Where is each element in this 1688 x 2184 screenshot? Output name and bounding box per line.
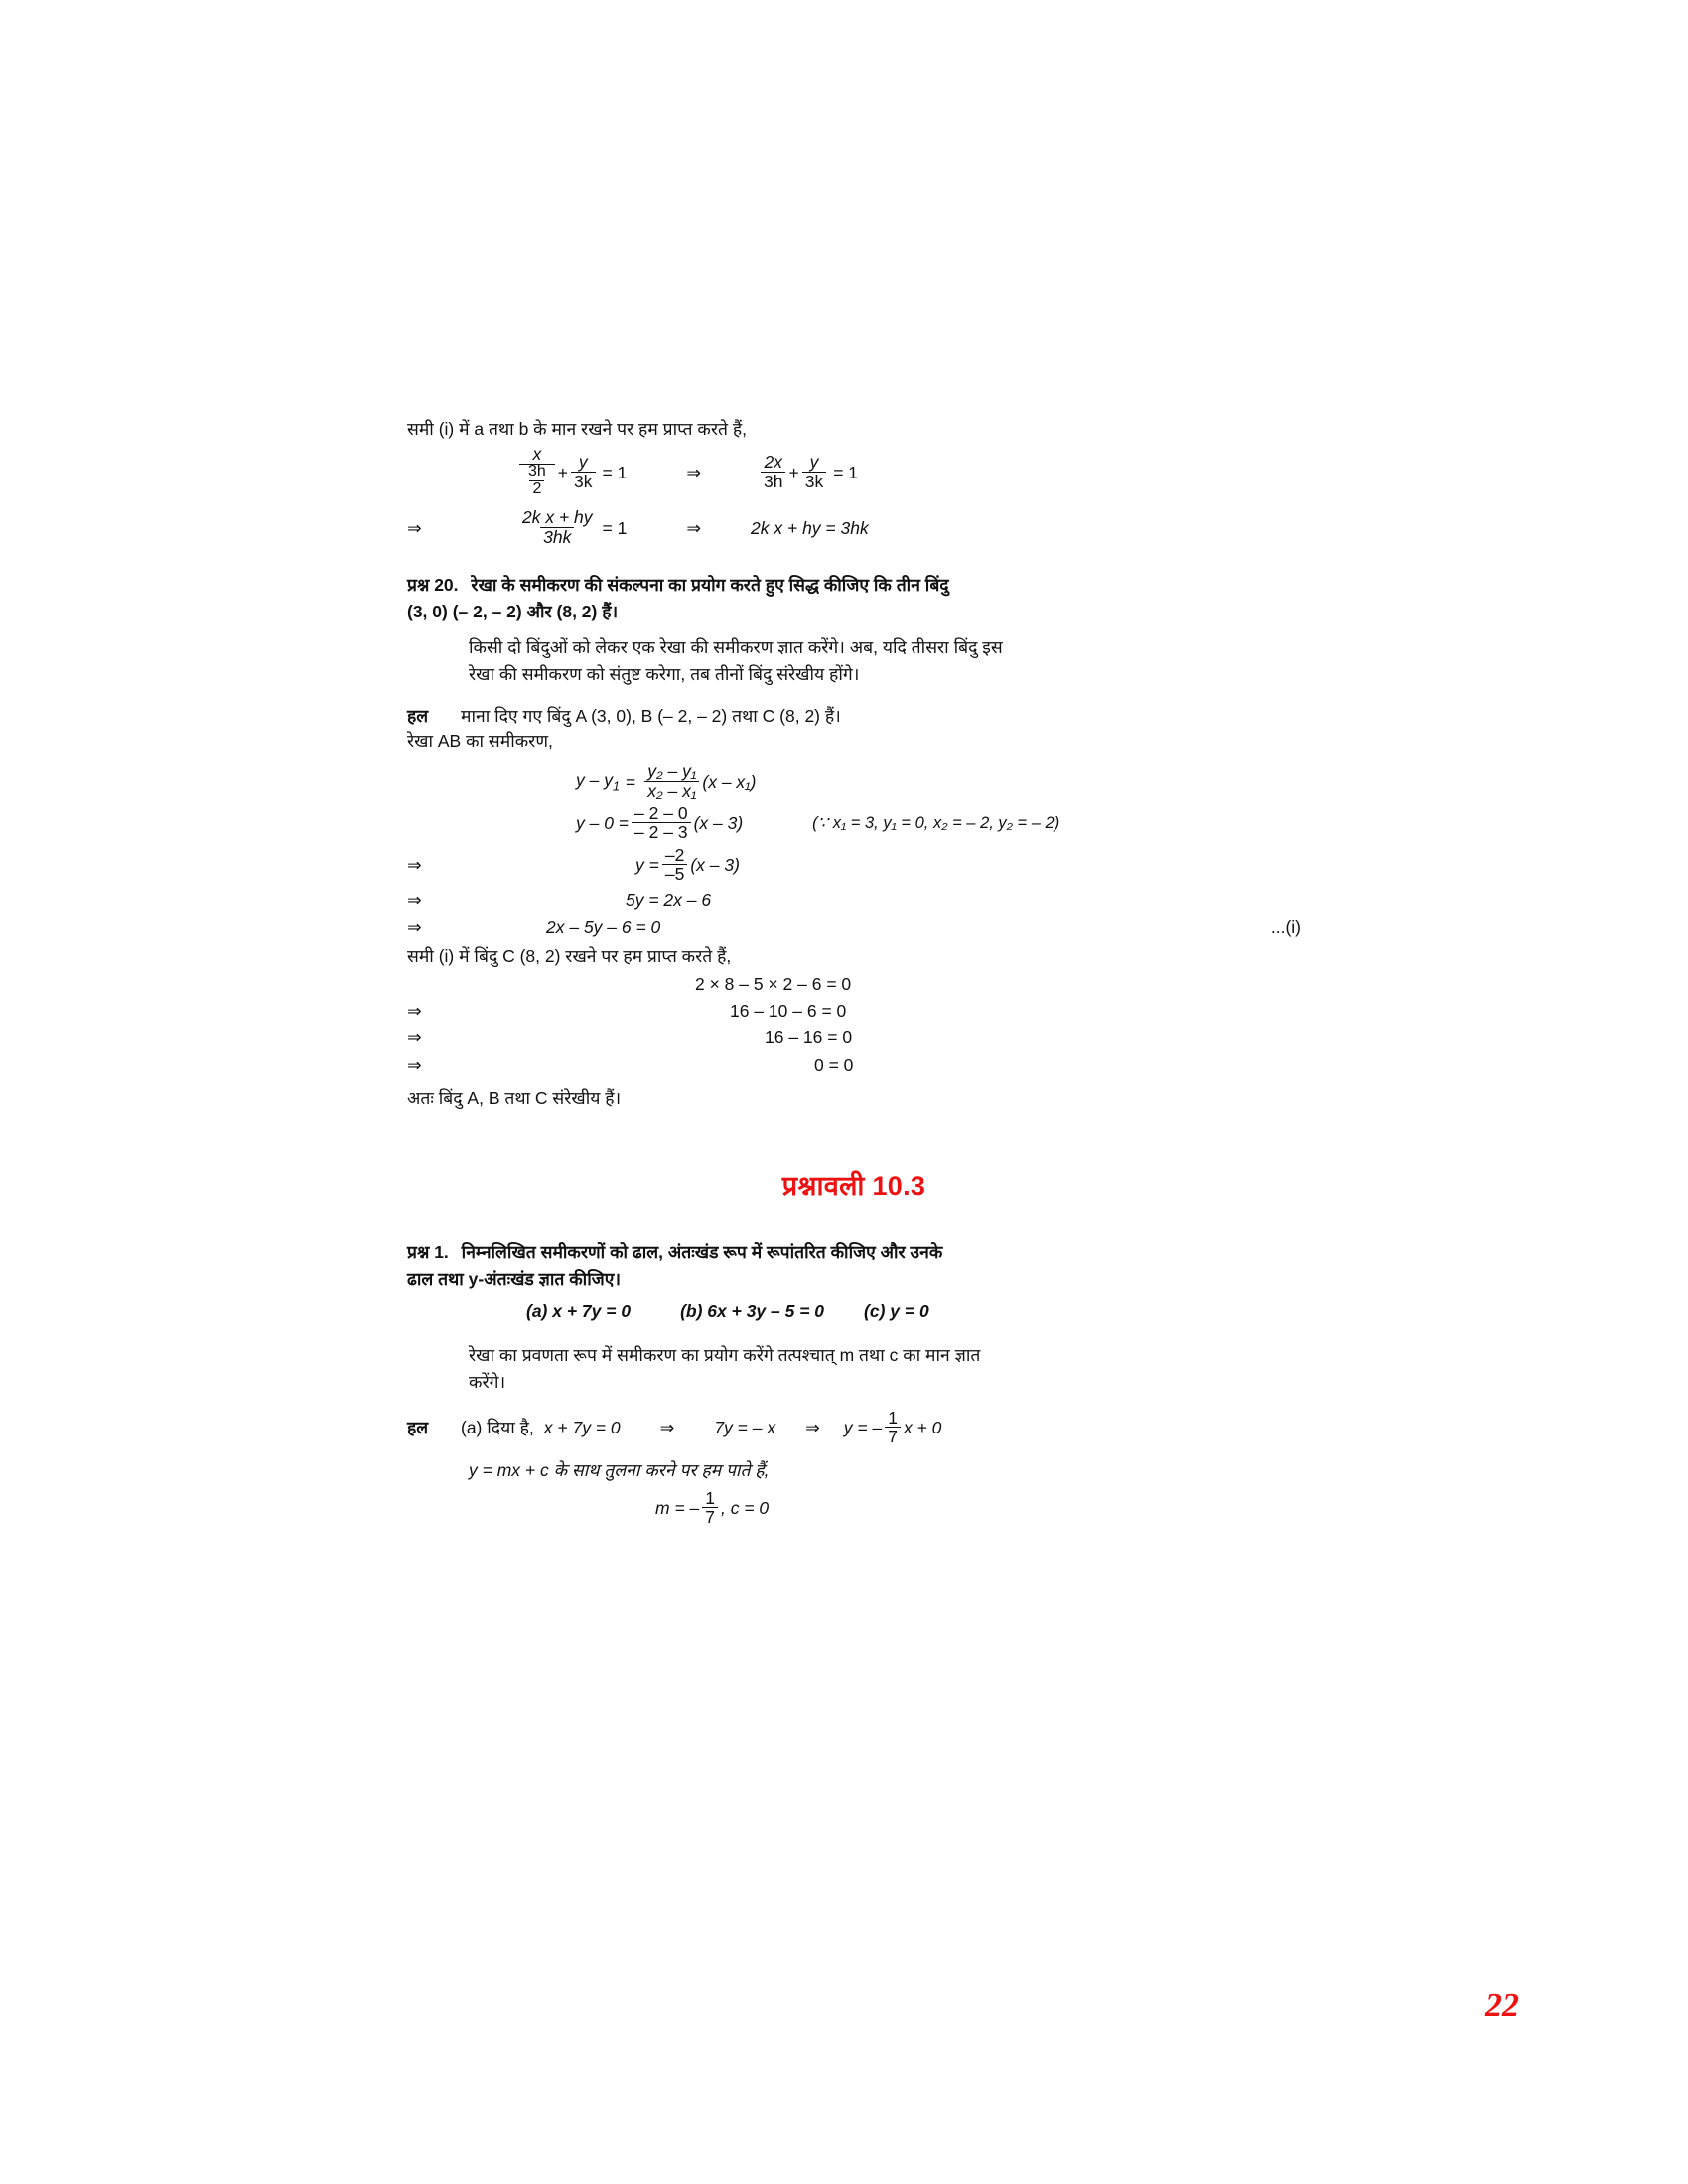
- question-20-line-1: [407, 573, 1301, 598]
- line5-body: 2x – 5y – 6 = 0: [546, 916, 661, 937]
- check-body-4: 0 = 0: [814, 1054, 854, 1075]
- fraction-x-over-3h-2: [519, 445, 555, 498]
- substitution-note: (∵ x₁ = 3, y₁ = 0, x₂ = – 2, y₂ = – 2): [812, 814, 1060, 832]
- exercise-heading: प्रश्नावली 10.3: [781, 1170, 926, 1201]
- fraction-denominator: 3h: [761, 472, 785, 490]
- equation-2-result: 2k x + hy = 3hk: [751, 517, 869, 538]
- nested-numerator: 3h: [528, 462, 546, 479]
- equals-one-3: = 1: [602, 517, 628, 538]
- solution-1-row: [407, 1407, 1301, 1447]
- solution-1-given-prefix: (a) दिया है,: [461, 1417, 534, 1437]
- solution-1-arrow-2: ⇒: [805, 1417, 820, 1437]
- option-b: (b) 6x + 3y – 5 = 0: [680, 1301, 825, 1322]
- page-content: [407, 417, 1301, 1531]
- equals-one-1: = 1: [602, 462, 628, 482]
- fraction-numerator: y: [578, 452, 588, 473]
- hint-1-line-2: करेंगे।: [469, 1372, 506, 1393]
- fraction-numerator: y: [809, 452, 819, 473]
- fraction-denominator: 3k: [802, 472, 826, 490]
- question-1-text-1: निम्नलिखित समीकरणों को ढाल, अंतःखंड रूप में रूपांतरित कीजिए और उनके: [461, 1241, 943, 1262]
- solution-1-final: [655, 1487, 1301, 1528]
- solution-20-line-2: रेखा AB का समीकरण,: [407, 730, 553, 751]
- plus-sign-2: +: [788, 462, 799, 482]
- slope-lhs: y – $y_1$: [576, 770, 620, 794]
- check-intro: समी (i) में बिंदु C (8, 2) रखने पर हम प्राप्त करते हैं,: [407, 946, 732, 967]
- question-20-text-1: रेखा के समीकरण की संकल्पना का प्रयोग करते हुए सिद्ध कीजिए कि तीन बिंदु: [471, 575, 949, 596]
- equation-tag-i: ...(i): [1270, 916, 1301, 937]
- fraction-numerator: –2: [664, 844, 685, 865]
- fraction-numerator: 2k x + hy: [522, 507, 593, 528]
- fraction-2kx-hy-over-3hk: [519, 508, 596, 546]
- equals-one-2: = 1: [833, 462, 859, 482]
- equation-line-4: [407, 888, 1301, 913]
- implies-arrow-5: ⇒: [407, 889, 422, 910]
- fraction-numerator: 1: [705, 1487, 715, 1508]
- check-line-2: [407, 999, 1301, 1024]
- solution-1-step-2-pre: y = –: [843, 1417, 883, 1437]
- question-1-label: प्रश्न 1.: [407, 1241, 449, 1262]
- equation-2: [407, 509, 1301, 547]
- solution-1-label: हल: [407, 1417, 429, 1437]
- solution-label: हल: [407, 705, 429, 726]
- plus-sign-1: +: [557, 462, 569, 482]
- fraction-denominator: 7: [885, 1427, 901, 1445]
- fraction-denominator: 3k: [571, 472, 595, 490]
- slope-tail: (x – x₁): [702, 771, 757, 792]
- fraction-numerator: 1: [888, 1407, 898, 1428]
- equation-slope-form: [576, 763, 1301, 801]
- option-a: (a) x + 7y = 0: [526, 1301, 632, 1322]
- implies-arrow-4: ⇒: [407, 855, 422, 876]
- final-c-value: , c = 0: [721, 1497, 770, 1518]
- fraction-numerator: – 2 – 0: [634, 803, 688, 824]
- fraction-minus2-over-minus5: [632, 804, 691, 842]
- sub-lhs: y – 0 =: [576, 813, 630, 834]
- implies-arrow-2: ⇒: [407, 517, 422, 538]
- sub-tail: (x – 3): [693, 813, 744, 834]
- fraction-y-over-3k: [571, 453, 595, 490]
- hint-line-2: रेखा की समीकरण को संतुष्ट करेगा, तब तीनों बिंदु संरेखीय होंगे।: [469, 664, 860, 685]
- page-number: 22: [1485, 1987, 1519, 2024]
- fraction-y-over-3k-2: [802, 453, 826, 490]
- hint-line-1: किसी दो बिंदुओं को लेकर एक रेखा की समीकरण ज्ञात करेंगे। अब, यदि तीसरा बिंदु इस: [469, 636, 1003, 657]
- implies-arrow-6: ⇒: [407, 916, 422, 937]
- fraction-numerator: y₂ – y₁: [647, 761, 697, 782]
- fraction-1-over-7: [885, 1409, 901, 1446]
- implies-arrow-3: ⇒: [686, 517, 702, 538]
- implies-arrow-1: ⇒: [686, 462, 702, 482]
- question-1-line-1: [407, 1240, 1301, 1265]
- compare-formula: y = mx + c के साथ तुलना करने पर हम पाते हैं,: [469, 1460, 770, 1481]
- check-arrow-4: ⇒: [407, 1054, 422, 1075]
- line3-tail: (x – 3): [690, 855, 740, 876]
- line3-lhs: y =: [635, 855, 659, 876]
- equation-line-3: [407, 844, 1301, 885]
- solution-1-arrow-1: ⇒: [659, 1417, 675, 1437]
- conclusion-20: अतः बिंदु A, B तथा C संरेखीय हैं।: [407, 1088, 622, 1109]
- hint-1-line-1: रेखा का प्रवणता रूप में समीकरण का प्रयोग करेंगे तत्पश्चात् m तथा c का मान ज्ञात: [469, 1344, 981, 1365]
- fraction-denominator: –5: [662, 864, 687, 883]
- fraction-denominator: [519, 464, 555, 499]
- fraction-denominator: 7: [702, 1507, 718, 1526]
- solution-20: [407, 704, 1301, 729]
- check-line-3: [407, 1025, 1301, 1050]
- fraction-minus2-over-minus5-b: [662, 846, 687, 884]
- fraction-numerator: x: [532, 444, 542, 465]
- question-1-text-2: ढाल तथा y-अंतःखंड ज्ञात कीजिए।: [407, 1269, 622, 1290]
- equation-1: [516, 446, 1301, 499]
- check-arrow-2: ⇒: [407, 1001, 422, 1022]
- check-body-3: 16 – 16 = 0: [765, 1027, 853, 1048]
- final-m-prefix: m = –: [655, 1497, 700, 1518]
- question-20-text-2: (3, 0) (– 2, – 2) और (8, 2) हैं।: [407, 602, 619, 622]
- question-1-options: [526, 1299, 1301, 1324]
- option-c: (c) y = 0: [864, 1301, 929, 1322]
- fraction-1-over-7-final: [702, 1489, 718, 1527]
- question-20-block: [407, 573, 1301, 625]
- fraction-denominator: x₂ – x₁: [644, 781, 699, 800]
- check-body-2: 16 – 10 – 6 = 0: [730, 1001, 847, 1022]
- fraction-dy-over-dx: [644, 762, 699, 800]
- solution-1-step-1: 7y = – x: [714, 1417, 776, 1437]
- solution-20-line-1: माना दिए गए बिंदु A (3, 0), B (– 2, – 2) तथा C (8, 2) हैं।: [461, 705, 841, 726]
- nested-fraction-3h-2: [525, 464, 549, 498]
- question-20-label: प्रश्न 20.: [407, 575, 459, 596]
- check-body-1: 2 × 8 – 5 × 2 – 6 = 0: [695, 973, 852, 994]
- nested-denominator: 2: [529, 480, 544, 498]
- line4-body: 5y = 2x – 6: [626, 889, 712, 910]
- top-intro-text: समी (i) में a तथा b के मान रखने पर हम प्राप्त करते हैं,: [407, 419, 747, 439]
- fraction-denominator: – 2 – 3: [632, 822, 691, 841]
- fraction-denominator: 3hk: [540, 527, 574, 546]
- question-20-hint: [469, 635, 1243, 688]
- equals-sign: =: [625, 771, 636, 792]
- check-line-1: [407, 972, 1301, 997]
- question-1-block: [407, 1240, 1301, 1293]
- solution-1-step-2-post: x + 0: [903, 1417, 942, 1437]
- solution-1-compare-text: [469, 1458, 1301, 1483]
- question-1-hint: [469, 1343, 1243, 1396]
- solution-1-given-eq: x + 7y = 0: [543, 1417, 621, 1437]
- equation-line-5: [407, 915, 1301, 940]
- equation-substituted: [576, 805, 1301, 843]
- fraction-2x-over-3h: [761, 453, 785, 490]
- check-arrow-3: ⇒: [407, 1027, 422, 1048]
- check-line-4: [407, 1053, 1301, 1078]
- fraction-numerator: 2x: [764, 452, 782, 473]
